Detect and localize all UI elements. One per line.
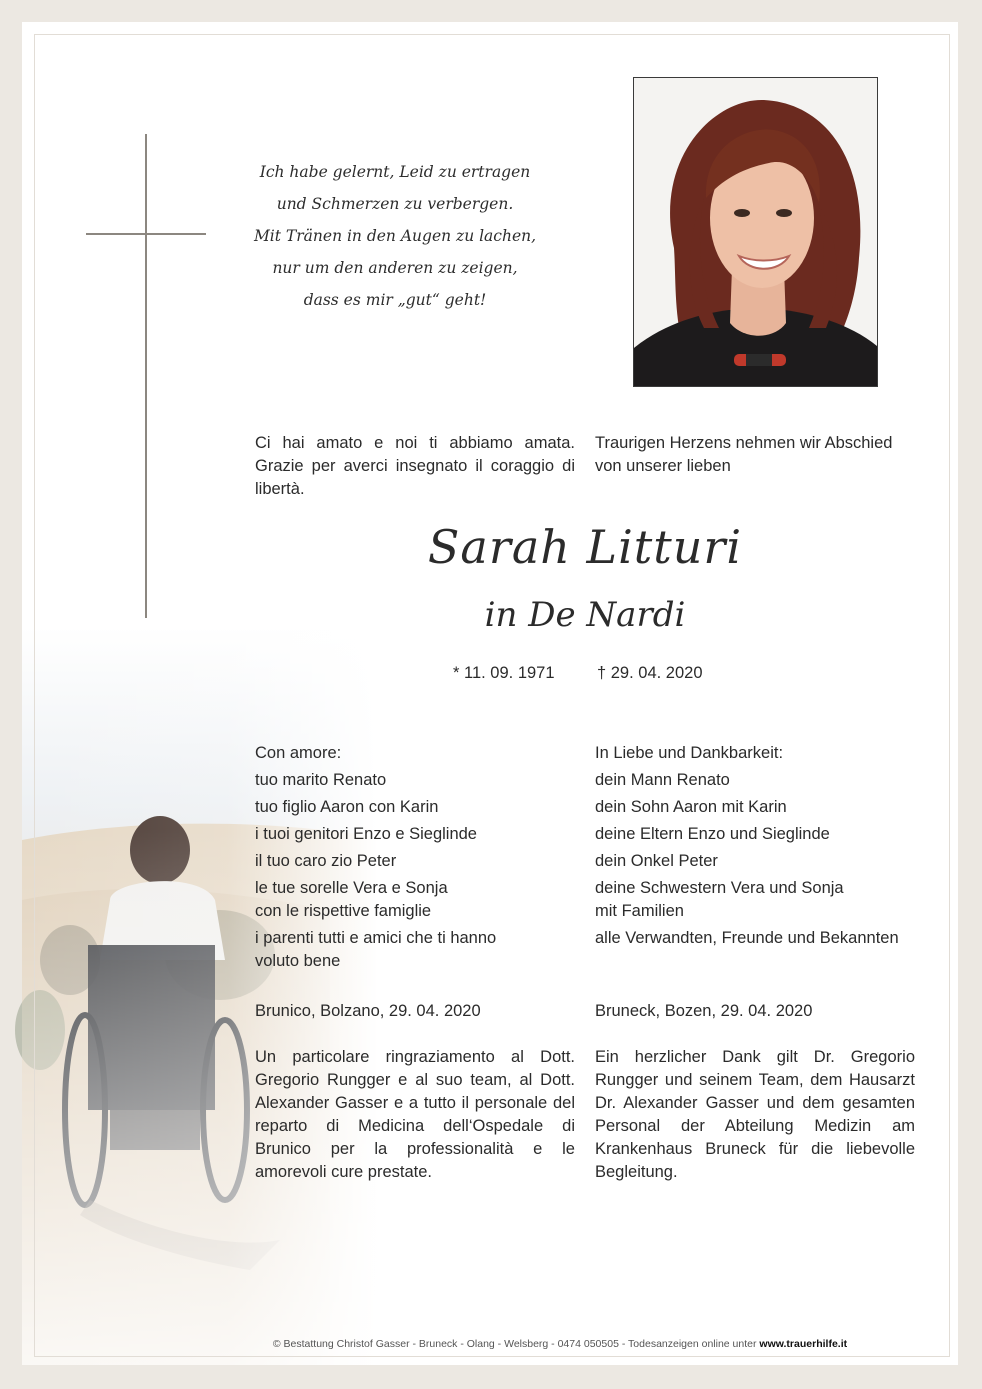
family-list-item: il tuo caro zio Peter [255,852,397,870]
poem-line: nur um den anderen zu zeigen, [272,259,518,277]
intro-italian: Ci hai amato e noi ti abbiamo amata. Grazie per averci insegnato il coraggio di libertà. [255,434,575,498]
portrait-photo [633,77,878,387]
cross-horizontal [86,233,206,235]
family-list-heading: Con amore: [255,744,342,762]
family-list-item: le tue sorelle Vera e Sonja [255,879,448,897]
family-list-item: dein Sohn Aaron mit Karin [595,798,787,816]
place-date-italian: Brunico, Bolzano, 29. 04. 2020 [255,1002,481,1020]
place-date-german: Bruneck, Bozen, 29. 04. 2020 [595,1002,813,1020]
portrait-illustration [634,78,877,386]
poem [250,156,540,316]
family-list-item: voluto bene [255,952,341,970]
poem-line: Ich habe gelernt, Leid zu ertragen [259,163,531,181]
footer-text: © Bestattung Christof Gasser - Bruneck - Olang - Welsberg - 0474 050505 - Todesanzeigen online unter [272,1338,757,1350]
family-list-item: dein Onkel Peter [595,852,718,870]
intro-german: Traurigen Herzens nehmen wir Abschied von unserer lieben [595,434,893,475]
cross-vertical [145,134,147,618]
poem-line: Mit Tränen in den Augen zu lachen, [253,227,537,245]
family-list-item: tuo figlio Aaron con Karin [255,798,439,816]
married-name: in De Nardi [484,595,686,635]
family-list-item: i tuoi genitori Enzo e Sieglinde [255,825,477,843]
family-list-item: mit Familien [595,902,684,920]
family-list-item: deine Schwestern Vera und Sonja [595,879,844,897]
poem-line: und Schmerzen zu verbergen. [276,195,514,213]
family-list-item: deine Eltern Enzo und Sieglinde [595,825,830,843]
family-list-italian [255,740,575,973]
family-list-heading: In Liebe und Dankbarkeit: [595,744,784,762]
poem-line: dass es mir „gut“ geht! [303,291,487,309]
family-list-item: alle Verwandten, Freunde und Bekannten [595,929,899,947]
footer-website-link[interactable]: www.trauerhilfe.it [759,1338,848,1350]
family-list-german [595,740,915,950]
family-list-item: dein Mann Renato [595,771,730,789]
deceased-name: Sarah Litturi [427,520,743,574]
family-list-item: tuo marito Renato [255,771,387,789]
family-list-item: i parenti tutti e amici che ti hanno [255,929,497,947]
family-list-item: con le rispettive famiglie [255,902,432,920]
footer [250,1338,870,1350]
death-date: † 29. 04. 2020 [597,664,703,682]
thanks-italian: Un particolare ringraziamento al Dott. Gregorio Rungger e al suo team, al Dott. Alexander Gasser e a tutto il personale del reparto di Medicina dell‘Ospedale di Brunico per la professionalità e le amorevoli cure prestate. [255,1048,575,1181]
birth-date: * 11. 09. 1971 [453,664,555,682]
thanks-german: Ein herzlicher Dank gilt Dr. Gregorio Rungger und seinem Team, dem Hausarzt Dr. Alexander Gasser und dem gesamten Personal der Abteilung Medizin am Krankenhaus Bruneck für die liebevolle Begleitung. [595,1048,915,1181]
